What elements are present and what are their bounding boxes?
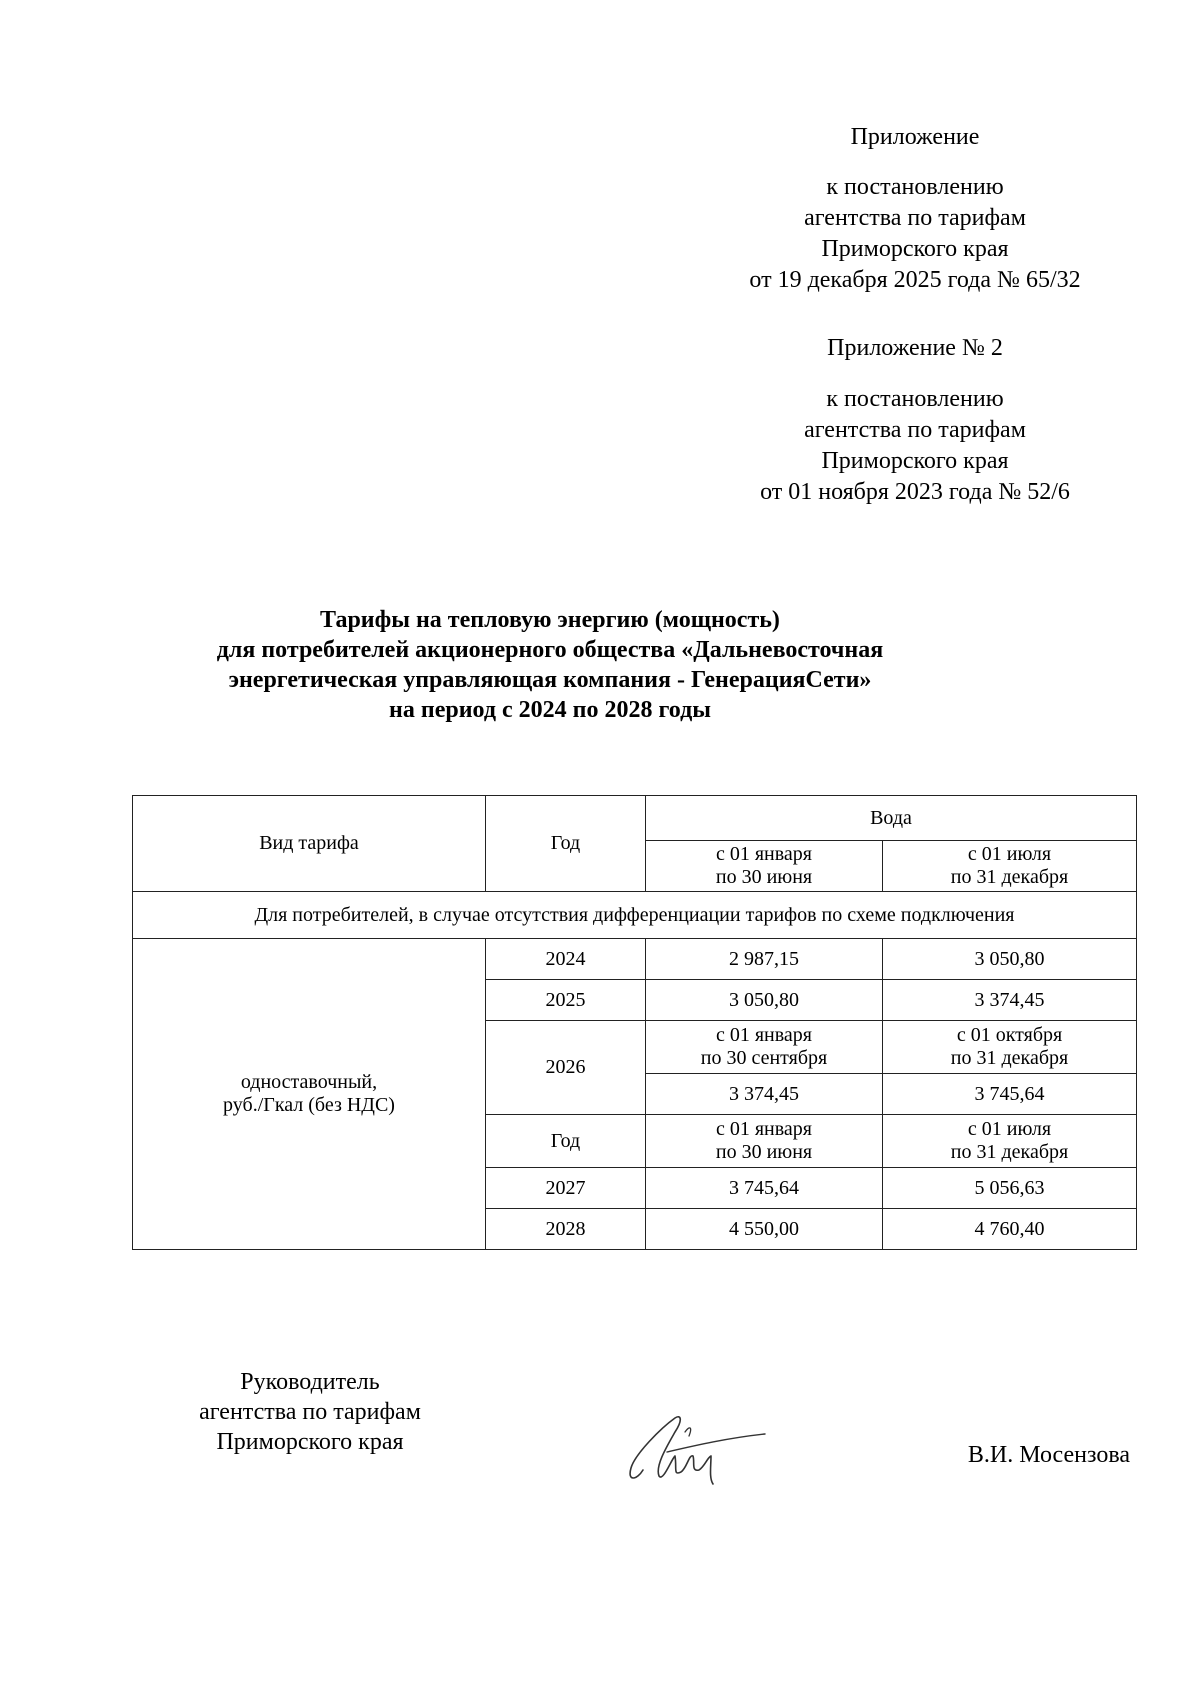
value-cell: 3 374,45 xyxy=(646,1074,883,1115)
table-header-row xyxy=(133,796,1137,841)
appendix-line: к постановлению xyxy=(826,174,1004,200)
value-cell: 3 050,80 xyxy=(883,939,1137,980)
appendix-original-title: Приложение № 2 xyxy=(827,335,1003,361)
section-title: Для потребителей, в случае отсутствия дифференциации тарифов по схеме подключения xyxy=(133,892,1137,939)
appendix-line: к постановлению xyxy=(826,386,1004,412)
appendix-line: от 01 ноября 2023 года № 52/6 xyxy=(760,479,1070,505)
value-cell: 4 550,00 xyxy=(646,1209,883,1250)
appendix-line: агентства по тарифам xyxy=(804,417,1026,443)
header-period-1: с 01 января по 30 июня xyxy=(646,841,883,892)
year-cell: 2025 xyxy=(486,980,646,1021)
period-cell: с 01 января по 30 июня xyxy=(646,1115,883,1168)
period-cell: с 01 октября по 31 декабря xyxy=(883,1021,1137,1074)
section-row xyxy=(133,892,1137,939)
value-cell: 3 374,45 xyxy=(883,980,1137,1021)
signature-icon xyxy=(615,1410,775,1490)
subheader-year: Год xyxy=(486,1115,646,1168)
signer-name: В.И. Мосензова xyxy=(967,1442,1130,1468)
header-year: Год xyxy=(486,796,646,892)
appendix-original-details xyxy=(690,384,1140,508)
appendix-current-title: Приложение xyxy=(850,124,980,150)
tariff-table xyxy=(132,795,1137,1250)
value-cell: 3 050,80 xyxy=(646,980,883,1021)
handwritten-signature xyxy=(615,1410,775,1490)
year-cell: 2027 xyxy=(486,1168,646,1209)
period-cell: с 01 января по 30 сентября xyxy=(646,1021,883,1074)
value-cell: 2 987,15 xyxy=(646,939,883,980)
year-cell: 2024 xyxy=(486,939,646,980)
appendix-line: агентства по тарифам xyxy=(804,205,1026,231)
value-cell: 3 745,64 xyxy=(883,1074,1137,1115)
value-cell: 3 745,64 xyxy=(646,1168,883,1209)
year-cell: 2028 xyxy=(486,1209,646,1250)
appendix-line: Приморского края xyxy=(821,236,1009,262)
year-cell-2026: 2026 xyxy=(486,1021,646,1115)
value-cell: 4 760,40 xyxy=(883,1209,1137,1250)
signer-position: Руководитель агентства по тарифам Приморского края xyxy=(199,1369,421,1455)
tariff-name-cell: одноставочный, руб./Гкал (без НДС) xyxy=(133,939,486,1250)
appendix-line: Приморского края xyxy=(821,448,1009,474)
appendix-line: от 19 декабря 2025 года № 65/32 xyxy=(749,267,1081,293)
header-period-2: с 01 июля по 31 декабря xyxy=(883,841,1137,892)
table-row xyxy=(133,939,1137,980)
header-tariff-type: Вид тарифа xyxy=(133,796,486,892)
value-cell: 5 056,63 xyxy=(883,1168,1137,1209)
document-title: Тарифы на тепловую энергию (мощность) для потребителей акционерного общества «Дальневосточная энергетическая управляющая компания - ГенерацияСети» на период с 2024 по 2028 годы xyxy=(216,607,884,723)
period-cell: с 01 июля по 31 декабря xyxy=(883,1115,1137,1168)
header-water: Вода xyxy=(646,796,1137,841)
appendix-current-details xyxy=(690,172,1140,296)
